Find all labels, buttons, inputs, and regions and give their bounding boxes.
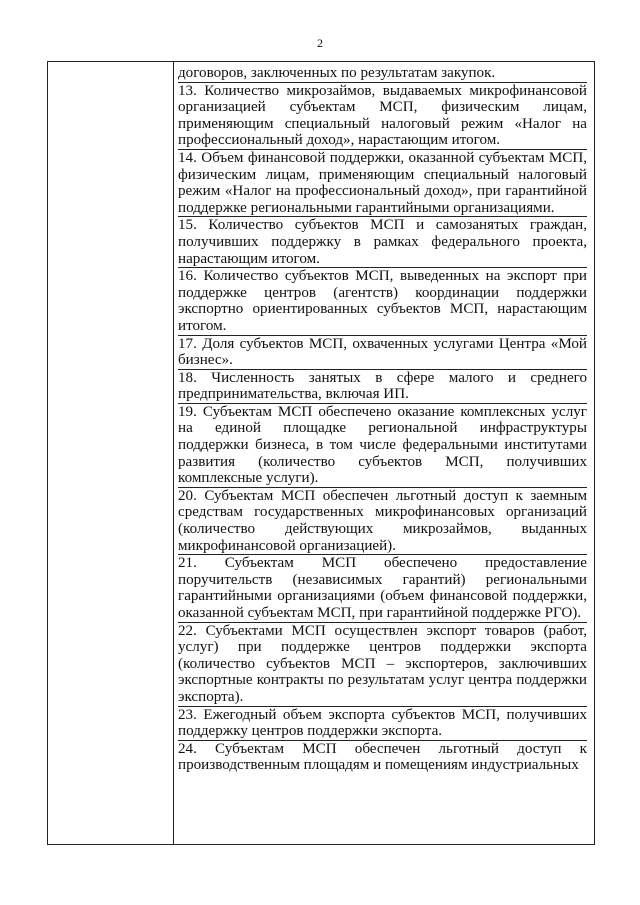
list-item — [178, 623, 587, 707]
list-item — [178, 268, 587, 335]
indicator-text: 17. Доля субъектов МСП, охваченных услугами Центра «Мой бизнес». — [178, 335, 587, 369]
list-item — [178, 336, 587, 370]
list-item — [178, 83, 587, 150]
list-item — [178, 217, 587, 268]
indicator-text: 18. Численность занятых в сфере малого и среднего предпринимательства, включая ИП. — [178, 369, 587, 403]
indicator-text: 21. Субъектам МСП обеспечено предоставление поручительств (независимых гарантий) региональными гарантийными организациями (объем финансовой поддержки, оказанной субъектам МСП, при гарантийной поддержке РГО). — [178, 555, 587, 621]
indicator-text: 20. Субъектам МСП обеспечен льготный доступ к заемным средствам государственных микрофинансовых организаций (количество действующих микрозаймов, выданных микрофинансовой организацией). — [178, 487, 587, 554]
page-number: 2 — [317, 36, 323, 50]
indicator-text: 15. Количество субъектов МСП и самозанятых граждан, получивших поддержку в рамках федерального проекта, нарастающим итогом. — [178, 217, 587, 267]
indicator-text: 19. Субъектам МСП обеспечено оказание комплексных услуг на единой площадке региональной инфраструктуры поддержки бизнеса, в том числе федеральными институтами развития (количество субъектов МСП, получивших комплексные услуги). — [178, 403, 587, 487]
list-item — [178, 370, 587, 404]
indicator-text: 14. Объем финансовой поддержки, оказанной субъектам МСП, физическим лицам, применяющим специальный налоговый режим «Налог на профессиональный доход», при гарантийной поддержке региональными гарантийными организациями. — [178, 149, 587, 216]
indicator-list — [178, 65, 587, 774]
indicator-text: 13. Количество микрозаймов, выдаваемых микрофинансовой организацией субъектам МСП, физическим лицам, применяющим специальный налоговый режим «Налог на профессиональный доход», нарастающим итогом. — [178, 82, 587, 149]
indicator-text: 24. Субъектам МСП обеспечен льготный доступ к производственным площадям и помещениям индустриальных — [178, 740, 587, 774]
indicator-text: 16. Количество субъектов МСП, выведенных на экспорт при поддержке центров (агентств) координации поддержки экспортно ориентированных субъектов МСП, нарастающим итогом. — [178, 268, 587, 334]
indicator-text: договоров, заключенных по результатам закупок. — [178, 65, 496, 81]
document-table — [47, 61, 595, 845]
list-item — [178, 741, 587, 774]
list-item — [178, 488, 587, 555]
list-item — [178, 65, 587, 83]
indicator-text: 22. Субъектами МСП осуществлен экспорт товаров (работ, услуг) при поддержке центров поддержки экспорта (количество субъектов МСП – экспортеров, заключивших экспортные контракты по результатам услуг центра поддержки экспорта). — [178, 622, 587, 705]
list-item — [178, 150, 587, 217]
list-item — [178, 555, 587, 622]
indicator-text: 23. Ежегодный объем экспорта субъектов МСП, получивших поддержку центров поддержки экспорта. — [178, 706, 587, 740]
column-divider — [173, 62, 174, 844]
list-item — [178, 707, 587, 741]
list-item — [178, 404, 587, 488]
